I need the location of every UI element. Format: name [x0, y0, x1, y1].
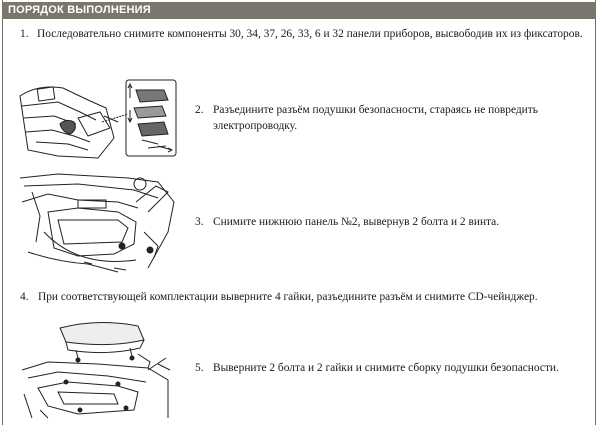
section-header: ПОРЯДОК ВЫПОЛНЕНИЯ: [2, 2, 596, 19]
step-1: [20, 26, 590, 42]
step-4: [20, 289, 590, 305]
step-text-continuation: электропроводку.: [213, 120, 298, 132]
step-number: 2.: [195, 104, 204, 116]
airbag-connector-illustration: [18, 78, 178, 164]
step-text: При соответствующей комплектации выверните 4 гайки, разъедините разъём и снимите CD-чейнджер.: [38, 291, 538, 303]
step-5: [195, 360, 588, 376]
lower-panel-diagram-icon: [18, 172, 178, 276]
step-3: [195, 214, 588, 230]
step-number: 4.: [20, 291, 29, 303]
cd-changer-airbag-diagram-icon: [18, 318, 178, 422]
step-number: 1.: [20, 28, 29, 40]
step-2: [195, 102, 588, 134]
step-number: 5.: [195, 362, 204, 374]
step-text: Выверните 2 болта и 2 гайки и снимите сборку подушки безопасности.: [213, 362, 559, 374]
step-text: Снимите нижнюю панель №2, вывернув 2 болта и 2 винта.: [213, 216, 500, 228]
step-number: 3.: [195, 216, 204, 228]
lower-panel-illustration: [18, 172, 178, 276]
cd-changer-illustration: [18, 318, 178, 422]
step-text: Последовательно снимите компоненты 30, 34, 37, 26, 33, 6 и 32 панели приборов, высвободив их из фиксаторов.: [37, 28, 583, 40]
step-text: Разъедините разъём подушки безопасности, стараясь не повредить: [213, 104, 538, 116]
airbag-connector-diagram-icon: [18, 78, 178, 164]
